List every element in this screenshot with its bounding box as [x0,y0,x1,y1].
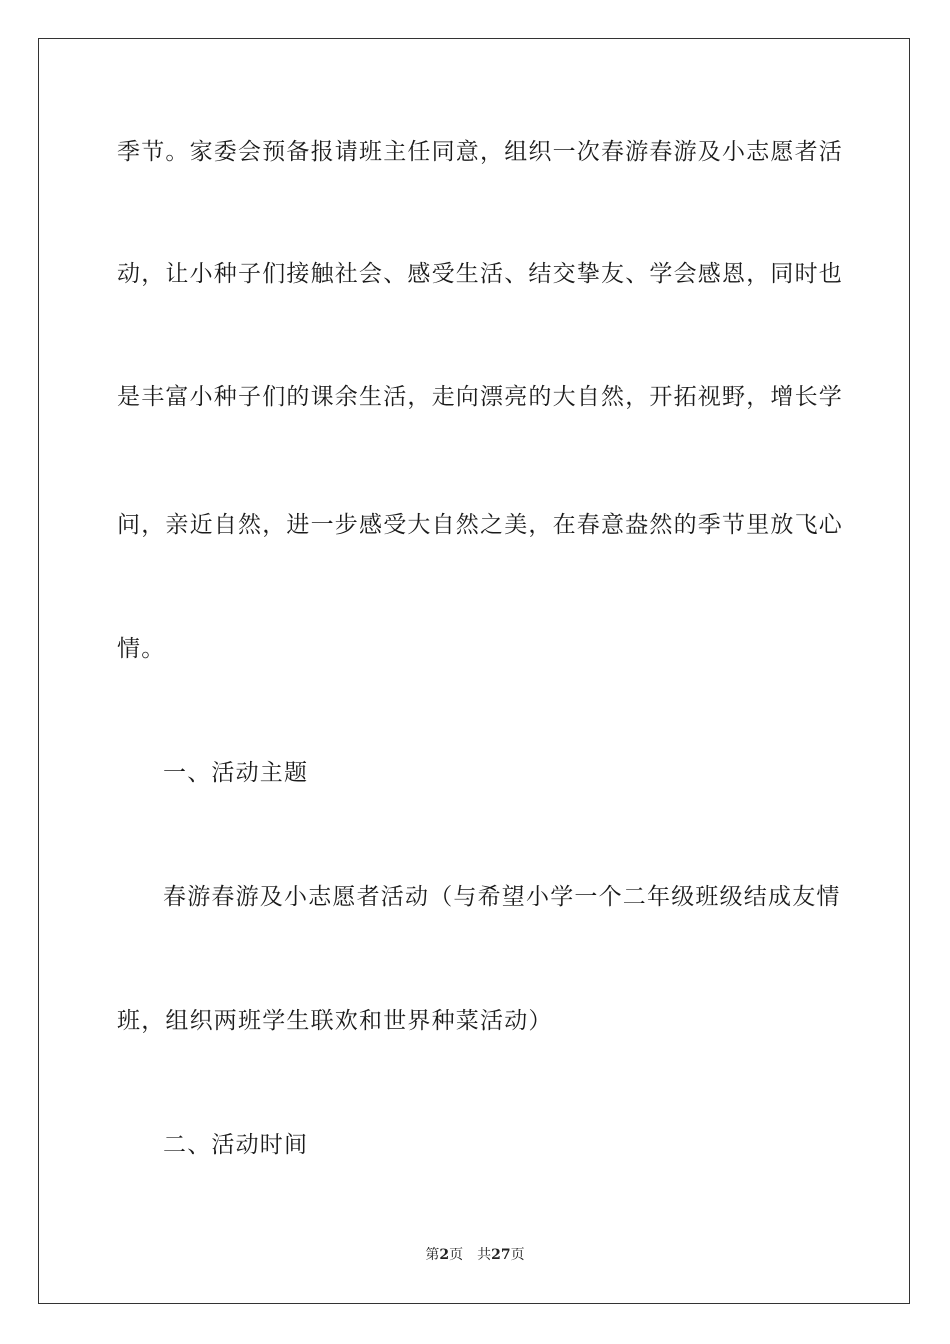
paragraph-line: 动，让小种子们接触社会、感受生活、结交挚友、学会感恩，同时也 [117,261,843,287]
paragraph-line: 情。 [117,636,166,662]
footer-total-suffix: 页 [510,1247,525,1263]
page-footer [0,1246,950,1264]
page-border [38,38,910,1304]
footer-total-prefix: 共 [477,1247,492,1263]
paragraph-line: 问，亲近自然，进一步感受大自然之美，在春意盎然的季节里放飞心 [117,512,843,538]
paragraph-line: 春游春游及小志愿者活动（与希望小学一个二年级班级结成友情 [163,884,841,910]
paragraph-line: 是丰富小种子们的课余生活，走向漂亮的大自然，开拓视野，增长学 [117,384,843,410]
section-heading: 二、活动时间 [163,1132,309,1158]
footer-total-pages: 27 [491,1247,511,1263]
paragraph-line: 季节。家委会预备报请班主任同意，组织一次春游春游及小志愿者活 [117,139,843,165]
footer-page-prefix: 第 [425,1247,440,1263]
footer-page-number: 2 [439,1247,450,1263]
section-heading: 一、活动主题 [163,760,309,786]
footer-page-suffix: 页 [449,1247,464,1263]
paragraph-line: 班，组织两班学生联欢和世界种菜活动） [117,1008,553,1034]
